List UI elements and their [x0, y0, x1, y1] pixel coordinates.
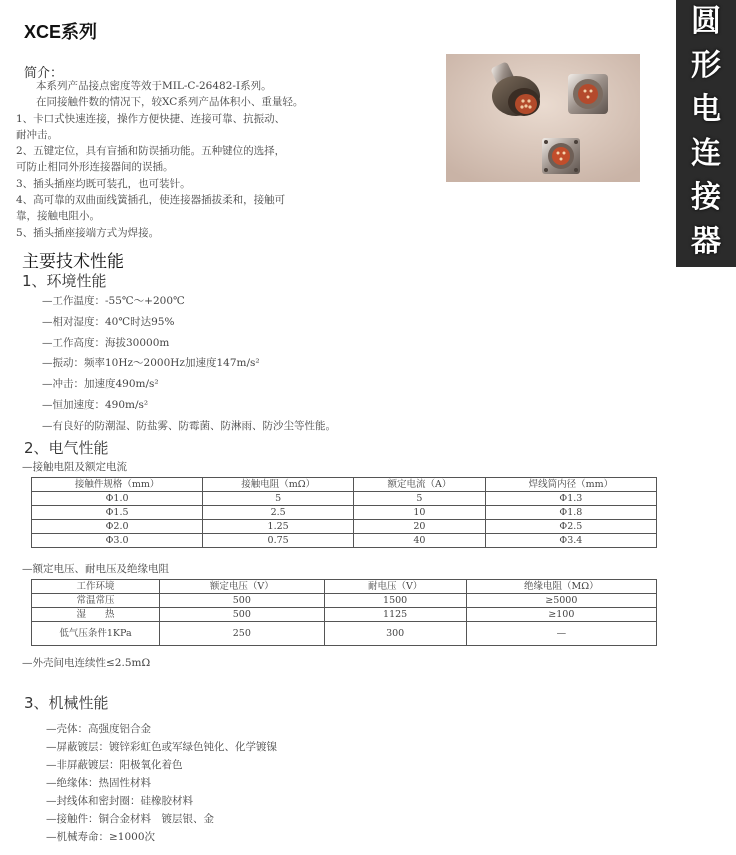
table-header-cell: 接触件规格（mm） [32, 478, 203, 492]
table-cell: 低气压条件1KPa [32, 622, 160, 646]
intro-line: 可防止相同外形连接器间的误插。 [16, 161, 174, 174]
intro-text [16, 78, 416, 241]
table-header-cell: 接触电阻（mΩ） [203, 478, 354, 492]
table-row [32, 622, 657, 646]
intro-line: 耐冲击。 [16, 128, 58, 141]
voltage-insulation-table [31, 579, 657, 646]
list-item: —机械寿命：≥1000次 [46, 831, 156, 843]
table-row [32, 534, 657, 548]
list-item: —壳体：高强度铝合金 [46, 723, 151, 735]
table-cell: Φ1.3 [485, 492, 656, 506]
table-row [32, 520, 657, 534]
intro-line: 4、高可靠的双曲面线簧插孔，使连接器插拔柔和，接触可 [16, 194, 286, 207]
table1-caption: —接触电阻及额定电流 [22, 461, 127, 473]
table-row [32, 594, 657, 608]
mech-heading: 3、机械性能 [24, 694, 109, 712]
intro-line: 1、卡口式快速连接，操作方便快捷、连接可靠、抗振动、 [16, 112, 286, 125]
shell-continuity-note: —外壳间电连续性≤2.5mΩ [22, 657, 151, 669]
side-title-char: 电 [691, 92, 721, 127]
elec-heading: 2、电气性能 [24, 439, 109, 457]
intro-line: 在同接触件数的情况下，较XC系列产品体积小、重量轻。 [36, 96, 304, 109]
table-cell: Φ2.0 [32, 520, 203, 534]
table-cell: 2.5 [203, 506, 354, 520]
side-title-strip [676, 0, 736, 267]
table-cell: ≥100 [466, 608, 656, 622]
contact-resistance-table [31, 477, 657, 548]
table-cell: 1.25 [203, 520, 354, 534]
table-row [32, 506, 657, 520]
table-cell: 5 [203, 492, 354, 506]
list-item: —绝缘体：热固性材料 [46, 777, 151, 789]
list-item: —冲击：加速度490m/s² [42, 378, 159, 391]
table-cell: Φ3.4 [485, 534, 656, 548]
connector-photo [446, 54, 640, 182]
table-cell: 常温常压 [32, 594, 160, 608]
table-cell: Φ3.0 [32, 534, 203, 548]
mech-list [46, 720, 277, 846]
table-header-cell: 额定电流（A） [354, 478, 486, 492]
table-header-cell: 工作环境 [32, 580, 160, 594]
table-cell: ≥5000 [466, 594, 656, 608]
table-header-cell: 绝缘电阻（MΩ） [466, 580, 656, 594]
intro-line: 本系列产品接点密度等效于MIL-C-26482-Ⅰ系列。 [36, 80, 272, 92]
table-cell: — [466, 622, 656, 646]
list-item: —封线体和密封圈：硅橡胶材料 [46, 795, 193, 807]
connector-illustration [446, 54, 640, 182]
table-header-cell: 额定电压（V） [160, 580, 325, 594]
side-title-char: 圆 [691, 4, 721, 39]
table-cell: 500 [160, 608, 325, 622]
table-header-cell: 焊线筒内径（mm） [485, 478, 656, 492]
table-cell: 500 [160, 594, 325, 608]
list-item: —振动：频率10Hz～2000Hz加速度147m/s² [42, 357, 260, 370]
table-cell: 250 [160, 622, 325, 646]
table-cell: 1125 [324, 608, 466, 622]
list-item: —恒加速度：490m/s² [42, 398, 149, 411]
table-header-cell: 耐电压（V） [324, 580, 466, 594]
table-header-row [32, 580, 657, 594]
list-item: —相对湿度：40℃时达95% [42, 315, 175, 328]
side-title-char: 器 [691, 224, 721, 259]
intro-line: 靠，接触电阻小。 [16, 210, 100, 223]
intro-line: 5、插头插座接端方式为焊接。 [16, 226, 160, 239]
side-title-char: 连 [691, 136, 721, 171]
list-item: —非屏蔽镀层：阳极氧化着色 [46, 759, 183, 771]
table-cell: 1500 [324, 594, 466, 608]
table-row [32, 492, 657, 506]
side-title-char: 形 [691, 48, 721, 83]
intro-line: 2、五键定位，具有盲插和防误插功能。五种键位的选择， [16, 145, 286, 158]
list-item: —接触件：铜合金材料 镀层银、金 [46, 813, 214, 825]
table-cell: 0.75 [203, 534, 354, 548]
table-cell: Φ1.0 [32, 492, 203, 506]
table-cell: 40 [354, 534, 486, 548]
table-cell: 300 [324, 622, 466, 646]
list-item: —工作高度：海拔30000m [42, 336, 170, 349]
table2-caption: —额定电压、耐电压及绝缘电阻 [22, 563, 169, 575]
table-cell: 湿 热 [32, 608, 160, 622]
intro-label: 简介： [24, 66, 64, 81]
page-title: XCE系列 [24, 22, 98, 42]
side-title-char: 接 [691, 180, 721, 215]
table-cell: 20 [354, 520, 486, 534]
table-cell: Φ1.8 [485, 506, 656, 520]
table-header-row [32, 478, 657, 492]
list-item: —工作温度：-55℃～+200℃ [42, 295, 185, 307]
intro-line: 3、插头插座均既可装孔，也可装针。 [16, 177, 191, 190]
table-cell: 5 [354, 492, 486, 506]
env-list [42, 291, 336, 437]
table-cell: Φ2.5 [485, 520, 656, 534]
list-item: —有良好的防潮湿、防盐雾、防霉菌、防淋雨、防沙尘等性能。 [42, 419, 336, 432]
main-heading: 主要技术性能 [22, 252, 124, 272]
env-heading: 1、环境性能 [22, 272, 107, 290]
list-item: —屏蔽镀层：镀锌彩虹色或军绿色钝化、化学镀镍 [46, 741, 277, 753]
table-cell: 10 [354, 506, 486, 520]
table-cell: Φ1.5 [32, 506, 203, 520]
table-row [32, 608, 657, 622]
